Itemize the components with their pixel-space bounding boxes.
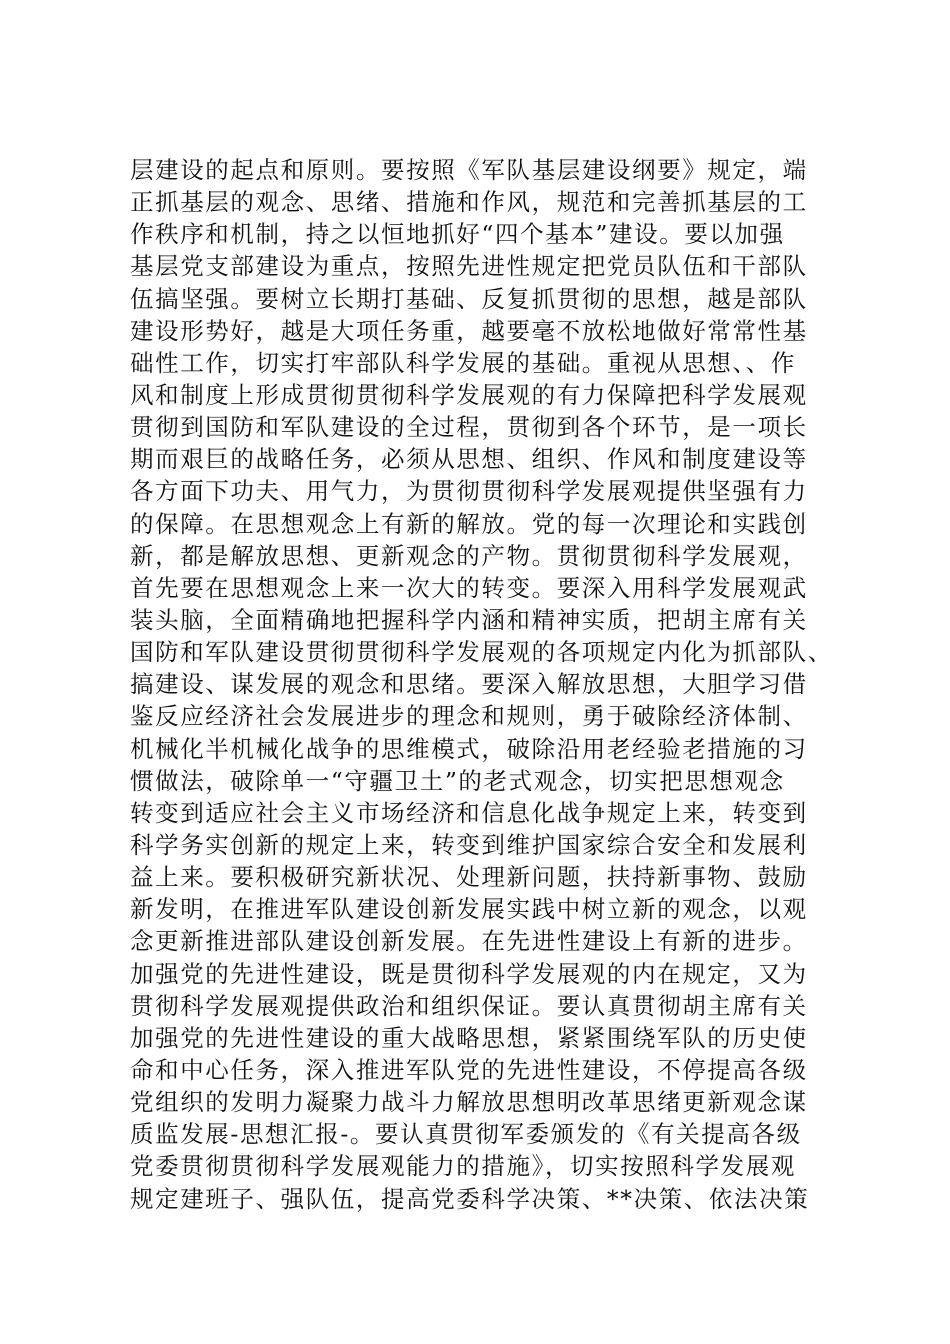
text-line: 各方面下功夫、用气力，为贯彻贯彻科学发展观提供坚强有力 <box>130 477 808 506</box>
text-line: 作秩序和机制，持之以恒地抓好“四个基本”建设。要以加强 <box>130 220 785 249</box>
text-line: 国防和军队建设贯彻贯彻科学发展观的各项规定内化为抓部队、 <box>130 638 833 667</box>
text-line: 层建设的起点和原则。要按照《军队基层建设纲要》规定，端 <box>130 156 808 184</box>
text-line: 础性工作，切实打牢部队科学发展的基础。重视从思想、、作 <box>130 348 796 377</box>
text-line: 质监发展-思想汇报-。要认真贯彻军委颁发的《有关提高各级 <box>130 1120 802 1149</box>
text-line: 新发明，在推进军队建设创新发展实践中树立新的观念，以观 <box>130 895 808 924</box>
text-line: 念更新推进部队建设创新发展。在先进性建设上有新的进步。 <box>130 927 808 956</box>
text-line: 正抓基层的观念、思绪、措施和作风，规范和完善抓基层的工 <box>130 188 808 217</box>
text-line: 规定建班子、强队伍，提高党委科学决策、**决策、依法决策 <box>130 1184 810 1213</box>
text-line: 建设形势好，越是大项任务重，越要毫不放松地做好常常性基 <box>130 316 808 345</box>
text-line: 基层党支部建设为重点，按照先进性规定把党员队伍和干部队 <box>130 252 808 281</box>
text-line: 转变到适应社会主义市场经济和信息化战争规定上来，转变到 <box>130 798 808 827</box>
body-paragraph <box>130 154 833 1215</box>
text-line: 期而艰巨的战略任务，必须从思想、组织、作风和制度建设等 <box>130 445 808 474</box>
text-line: 机械化半机械化战争的思维模式，破除沿用老经验老措施的习 <box>130 734 808 763</box>
text-line: 党组织的发明力凝聚力战斗力解放思想明改革思绪更新观念谋 <box>130 1088 808 1117</box>
text-line: 惯做法，破除单一“守疆卫土”的老式观念，切实把思想观念 <box>130 766 785 795</box>
text-line: 搞建设、谋发展的观念和思绪。要深入解放思想，大胆学习借 <box>130 670 808 699</box>
text-line: 科学务实创新的规定上来，转变到维护国家综合安全和发展利 <box>130 830 808 859</box>
text-line: 加强党的先进性建设的重大战略思想，紧紧围绕军队的历史使 <box>130 1023 808 1052</box>
text-line: 命和中心任务，深入推进军队党的先进性建设，不停提高各级 <box>130 1055 808 1084</box>
text-line: 风和制度上形成贯彻贯彻科学发展观的有力保障把科学发展观 <box>130 380 808 409</box>
text-line: 装头脑，全面精确地把握科学内涵和精神实质，把胡主席有关 <box>130 605 808 634</box>
text-line: 伍搞坚强。要树立长期打基础、反复抓贯彻的思想，越是部队 <box>130 284 808 313</box>
text-line: 贯彻科学发展观提供政治和组织保证。要认真贯彻胡主席有关 <box>130 991 808 1020</box>
text-line: 的保障。在思想观念上有新的解放。党的每一次理论和实践创 <box>130 509 808 538</box>
text-line: 新，都是解放思想、更新观念的产物。贯彻贯彻科学发展观， <box>130 541 808 570</box>
text-line: 加强党的先进性建设，既是贯彻科学发展观的内在规定，又为 <box>130 959 808 988</box>
text-line: 贯彻到国防和军队建设的全过程，贯彻到各个环节，是一项长 <box>130 413 808 442</box>
text-line: 首先要在思想观念上来一次大的转变。要深入用科学发展观武 <box>130 573 808 602</box>
text-line: 党委贯彻贯彻科学发展观能力的措施》，切实按照科学发展观 <box>130 1152 796 1181</box>
text-line: 鉴反应经济社会发展进步的理念和规则，勇于破除经济体制、 <box>130 702 808 731</box>
text-line: 益上来。要积极研究新状况、处理新问题，扶持新事物、鼓励 <box>130 863 808 892</box>
